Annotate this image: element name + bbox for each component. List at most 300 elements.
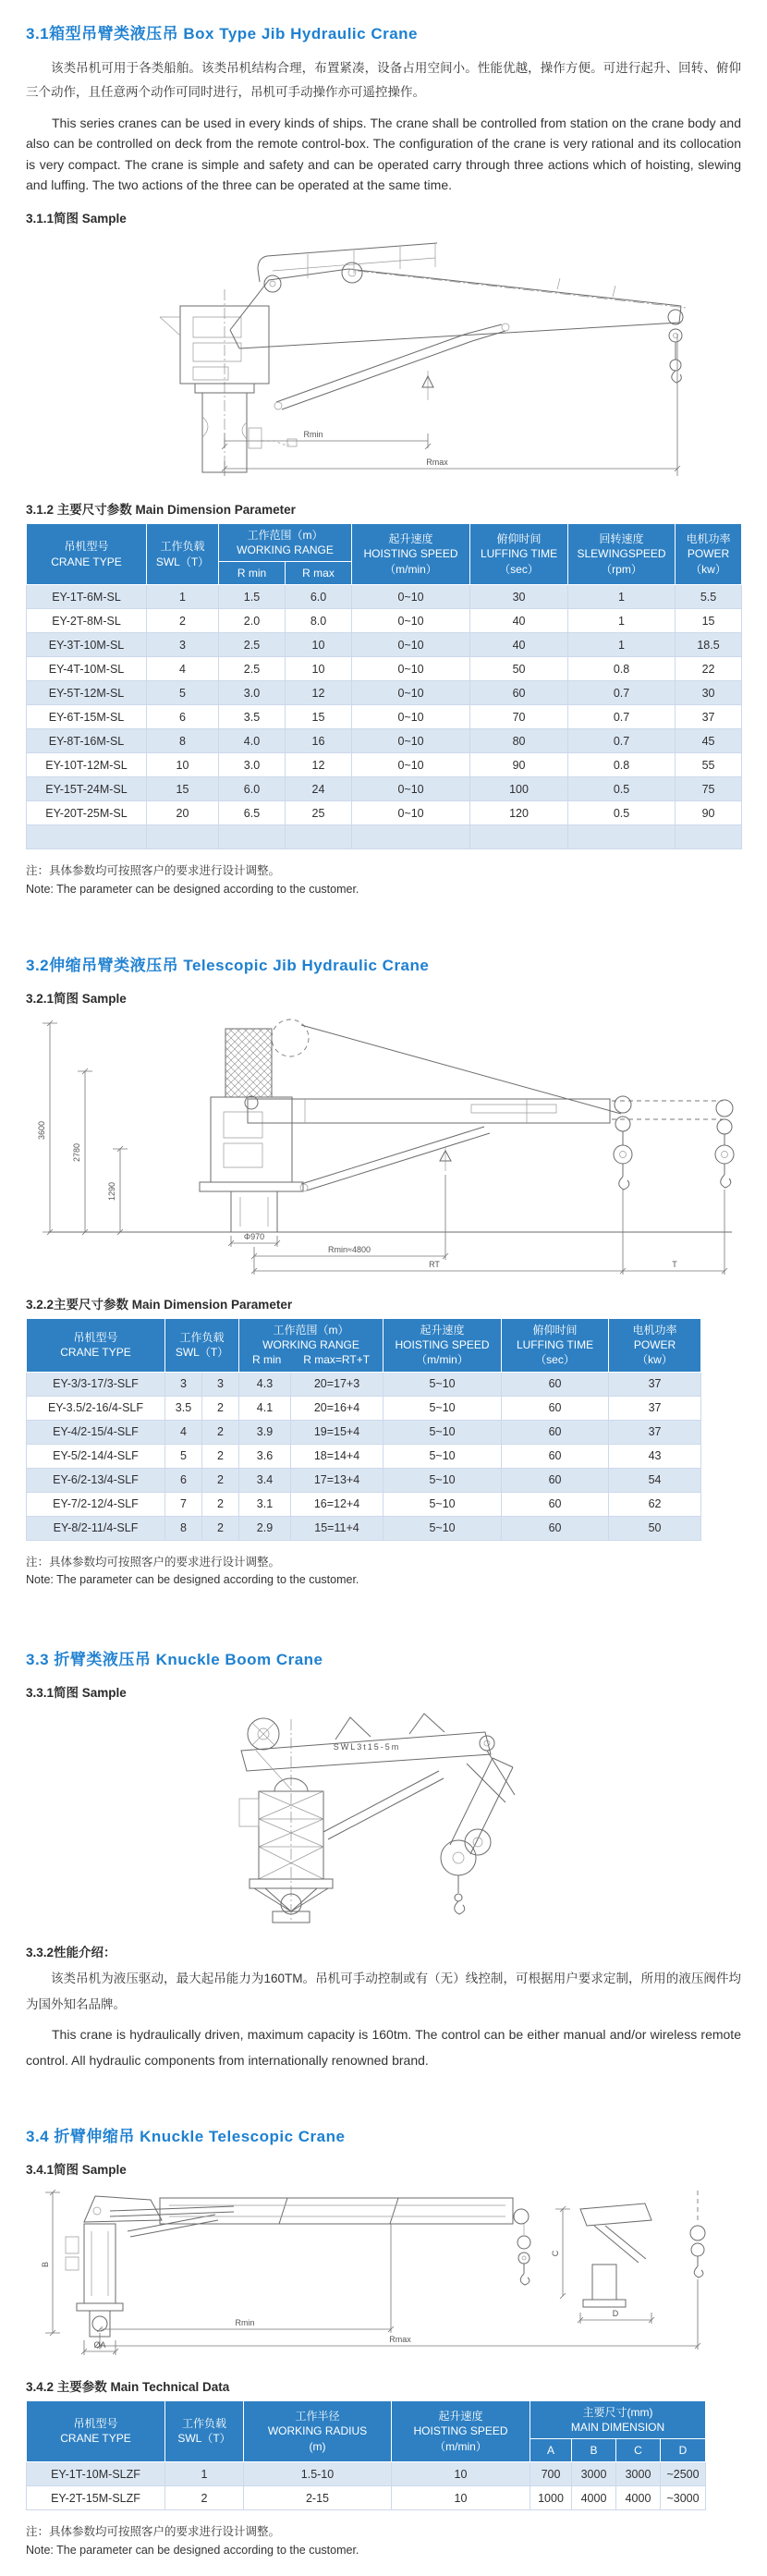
dim-da-label: ØA xyxy=(92,2339,106,2350)
col-hoist-en: HOISTING SPEED xyxy=(413,2424,508,2438)
col-hoist-unit: （m/min） xyxy=(384,562,437,576)
col-range-en: WORKING RANGE xyxy=(262,1338,359,1352)
col-crane-type-cn: 吊机型号 xyxy=(73,1331,118,1345)
col-range-en: WORKING RANGE xyxy=(237,543,334,556)
table-cell: 2.5 xyxy=(219,657,286,681)
table-cell xyxy=(676,825,742,849)
table-row xyxy=(27,2462,706,2486)
table-cell: 2 xyxy=(202,1444,239,1468)
table-cell: 45 xyxy=(676,729,742,753)
diagram-knuckle-boom-wrap xyxy=(26,1706,741,1931)
heading-3-4-2-technical-data: 3.4.2 主要参数 Main Technical Data xyxy=(26,2379,230,2394)
table-cell: 3.5 xyxy=(165,1396,202,1420)
table-cell: 30 xyxy=(676,681,742,705)
col-dim-b: B xyxy=(572,2439,616,2462)
table-cell: EY-1T-10M-SLZF xyxy=(27,2462,165,2486)
rmax-label: Rmax xyxy=(425,457,448,467)
table-cell: 5~10 xyxy=(384,1492,502,1516)
table-cell: 3 xyxy=(165,1372,202,1396)
table-cell: 0~10 xyxy=(352,753,470,777)
table-cell: 90 xyxy=(470,753,568,777)
table-cell: 2 xyxy=(202,1492,239,1516)
hook-block-main xyxy=(614,1096,632,1190)
table-cell: 1000 xyxy=(530,2486,572,2510)
table-cell: 3.5 xyxy=(219,705,286,729)
table-cell: 0~10 xyxy=(352,585,470,609)
rt-label: RT xyxy=(429,1260,440,1270)
note-3-1-cn: 注：具体参数均可按照客户的要求进行设计调整。 xyxy=(26,864,281,878)
table-cell: 0~10 xyxy=(352,705,470,729)
table-body xyxy=(27,2462,706,2510)
dim-rmax-label: Rmax xyxy=(388,2334,411,2344)
table-cell: 0~10 xyxy=(352,609,470,633)
table-cell: 19=15+4 xyxy=(291,1420,384,1444)
table-cell: 2 xyxy=(202,1516,239,1540)
table-row xyxy=(27,609,742,633)
table-cell: 43 xyxy=(609,1444,701,1468)
luffing-cylinder xyxy=(300,1127,490,1191)
table-row xyxy=(27,633,742,657)
boom-extension-dashed xyxy=(612,1101,723,1119)
table-cell: 1 xyxy=(165,2462,244,2486)
table-cell: 4.1 xyxy=(239,1396,291,1420)
col-hoist-en: HOISTING SPEED xyxy=(363,547,458,561)
col-crane-type-cn: 吊机型号 xyxy=(64,540,109,554)
col-luff-unit: （sec） xyxy=(499,562,539,576)
table-cell: 6 xyxy=(147,705,219,729)
col-luff-en: LUFFING TIME xyxy=(516,1338,594,1352)
note-3-4-en: Note: The parameter can be designed according to the customer. xyxy=(26,2543,359,2557)
note-3-4-cn: 注：具体参数均可按照客户的要求进行设计调整。 xyxy=(26,2525,281,2539)
table-body xyxy=(27,1372,701,1540)
table-cell: 5 xyxy=(165,1444,202,1468)
section-3-4 xyxy=(26,2123,741,2559)
section-3-1 xyxy=(26,20,741,898)
table-cell: EY-4/2-15/4-SLF xyxy=(27,1420,165,1444)
table-cell: 1 xyxy=(568,633,676,657)
table-cell: 1 xyxy=(568,585,676,609)
table-cell: 5~10 xyxy=(384,1516,502,1540)
hook-block xyxy=(517,2224,530,2285)
table-cell: 37 xyxy=(609,1396,701,1420)
dim-b-label: B xyxy=(40,2261,50,2267)
col-swl-cn: 工作负载 xyxy=(160,540,205,554)
col-dim-d: D xyxy=(661,2439,706,2462)
table-row xyxy=(27,825,742,849)
col-dim-cn: 主要尺寸(mm) xyxy=(582,2405,653,2419)
table-cell: 16 xyxy=(286,729,352,753)
table-cell: 0.8 xyxy=(568,657,676,681)
dim-rmin-label: Rmin xyxy=(234,2317,255,2327)
hook-far-right xyxy=(690,2191,705,2277)
heading-3-1-2-parameters: 3.1.2 主要尺寸参数 Main Dimension Parameter xyxy=(26,502,296,517)
col-main-dimension xyxy=(530,2400,706,2438)
section-3-1-paragraph-en: This series cranes can be used in every kinds of ships. The crane shall be controlled from station on the crane body and also can be controlled on deck from the remote control-box. The configuration of the crane is very rational and its collocation is very compact. The crane is simple and safety and can be operated carry through three actions which of hoisting, slewing and luffing. The two actions of the three can be operated at the same time. xyxy=(26,116,741,192)
pedestal xyxy=(66,2224,123,2337)
table-header xyxy=(27,523,742,585)
note-3-2-cn: 注：具体参数均可按照客户的要求进行设计调整。 xyxy=(26,1555,281,1569)
table-cell: 15 xyxy=(286,705,352,729)
table-row xyxy=(27,1420,701,1444)
table-cell: 0~10 xyxy=(352,657,470,681)
table-cell: 6 xyxy=(165,1468,202,1492)
table-cell: 0~10 xyxy=(352,681,470,705)
dimension-height-3600 xyxy=(37,1020,57,1235)
table-cell: 8.0 xyxy=(286,609,352,633)
col-working-radius xyxy=(244,2400,392,2462)
table-cell: 60 xyxy=(502,1492,609,1516)
table-cell: 15=11+4 xyxy=(291,1516,384,1540)
table-cell: 6.0 xyxy=(219,777,286,801)
table-cell: 2 xyxy=(202,1420,239,1444)
table-cell: 2 xyxy=(165,2486,244,2510)
heading-3-1-1-sample: 3.1.1简图 Sample xyxy=(26,211,127,226)
col-crane-type xyxy=(27,1319,165,1373)
col-slew-unit: （rpm） xyxy=(601,562,642,576)
col-dim-a: A xyxy=(530,2439,572,2462)
col-crane-type-en: CRANE TYPE xyxy=(60,2432,131,2446)
col-power-cn: 电机功率 xyxy=(686,532,731,546)
col-crane-type-en: CRANE TYPE xyxy=(51,555,122,568)
note-3-1 xyxy=(26,862,741,898)
table-cell: 60 xyxy=(470,681,568,705)
note-3-2-en: Note: The parameter can be designed according to the customer. xyxy=(26,1572,359,1586)
col-crane-type-cn: 吊机型号 xyxy=(73,2417,118,2431)
table-cell: 75 xyxy=(676,777,742,801)
table-cell: 7 xyxy=(165,1492,202,1516)
table-cell: EY-8/2-11/4-SLF xyxy=(27,1516,165,1540)
swl-marking: SWL3t15-5m xyxy=(333,1742,401,1752)
boom xyxy=(230,262,687,348)
table-cell: 5 xyxy=(147,681,219,705)
table-cell: 70 xyxy=(470,705,568,729)
table-cell: 20 xyxy=(147,801,219,825)
table-cell: EY-3T-10M-SL xyxy=(27,633,147,657)
table-row xyxy=(27,753,742,777)
table-cell: 80 xyxy=(470,729,568,753)
table-cell: 3.4 xyxy=(239,1468,291,1492)
col-hoist-unit: （m/min） xyxy=(416,1353,469,1367)
note-3-1-en: Note: The parameter can be designed according to the customer. xyxy=(26,882,359,896)
table-cell: 40 xyxy=(470,609,568,633)
table-row xyxy=(27,705,742,729)
col-range-cn: 工作范围（m） xyxy=(273,1324,349,1337)
table-cell: EY-4T-10M-SL xyxy=(27,657,147,681)
diagram-knuckle-telescopic-wrap xyxy=(26,2183,741,2365)
table-cell: 37 xyxy=(676,705,742,729)
section-3-1-title: 3.1箱型吊臂类液压吊 Box Type Jib Hydraulic Crane xyxy=(26,25,418,43)
col-rmax: R max=RT+T xyxy=(303,1353,371,1367)
table-cell: 4 xyxy=(147,657,219,681)
table-cell: 15 xyxy=(147,777,219,801)
table-cell: 18=14+4 xyxy=(291,1444,384,1468)
table-cell: 22 xyxy=(676,657,742,681)
table-cell: EY-3/3-17/3-SLF xyxy=(27,1372,165,1396)
table-body xyxy=(27,585,742,849)
table-row xyxy=(27,2486,706,2510)
section-3-2-title: 3.2伸缩吊臂类液压吊 Telescopic Jib Hydraulic Crane xyxy=(26,957,430,975)
table-row xyxy=(27,1516,701,1540)
col-slew-cn: 回转速度 xyxy=(599,532,644,546)
col-rmin: R min xyxy=(251,1353,282,1367)
stay-rope xyxy=(301,1025,621,1114)
table-cell: 25 xyxy=(286,801,352,825)
col-working-range xyxy=(219,523,352,561)
table-cell: ~3000 xyxy=(661,2486,706,2510)
table-cell xyxy=(352,825,470,849)
table-row xyxy=(27,585,742,609)
table-cell: 3.0 xyxy=(219,681,286,705)
table-cell xyxy=(27,825,147,849)
col-radius-en: WORKING RADIUS xyxy=(267,2424,368,2438)
table-cell: 2.5 xyxy=(219,633,286,657)
col-radius-unit: (m) xyxy=(309,2439,326,2453)
table-cell: EY-1T-6M-SL xyxy=(27,585,147,609)
col-hoist-cn: 起升速度 xyxy=(438,2410,483,2423)
table-cell: ~2500 xyxy=(661,2462,706,2486)
col-swl xyxy=(165,2400,244,2462)
table-cell: 60 xyxy=(502,1444,609,1468)
crane-house xyxy=(200,1096,303,1232)
table-row xyxy=(27,1396,701,1420)
dimension-height-1290 xyxy=(107,1146,128,1235)
table-cell: 1 xyxy=(568,609,676,633)
section-3-2 xyxy=(26,952,741,1589)
table-cell: 60 xyxy=(502,1396,609,1420)
table-cell: 6.0 xyxy=(286,585,352,609)
table-cell: 16=12+4 xyxy=(291,1492,384,1516)
table-cell: 10 xyxy=(392,2486,530,2510)
table-cell: 3.9 xyxy=(239,1420,291,1444)
col-hoist-cn: 起升速度 xyxy=(388,532,433,546)
table-cell: 5~10 xyxy=(384,1396,502,1420)
table-cell: 2.0 xyxy=(219,609,286,633)
section-3-1-paragraph-cn: 该类吊机可用于各类船舶。该类吊机结构合理，布置紧凑，设备占用空间小。性能优越，操作方便。可进行起升、回转、俯仰三个动作，且任意两个动作可同时进行，吊机可手动操作亦可遥控操作。 xyxy=(26,61,741,99)
table-cell: 5~10 xyxy=(384,1444,502,1468)
col-luffing-time xyxy=(502,1319,609,1373)
dim-d-label: D xyxy=(612,2308,618,2318)
t-label: T xyxy=(672,1260,677,1270)
table-row xyxy=(27,681,742,705)
table-cell: 30 xyxy=(470,585,568,609)
col-rmin: R min xyxy=(219,562,286,585)
col-slewing-speed xyxy=(568,523,676,585)
table-cell: 2 xyxy=(202,1468,239,1492)
table-cell: 17=13+4 xyxy=(291,1468,384,1492)
col-crane-type xyxy=(27,523,147,585)
table-cell: 24 xyxy=(286,777,352,801)
telescopic-crane-diagram xyxy=(28,1012,739,1278)
table-row xyxy=(27,777,742,801)
table-header xyxy=(27,2400,706,2462)
table-row xyxy=(27,801,742,825)
col-crane-type-en: CRANE TYPE xyxy=(60,1346,131,1360)
dimension-rmax xyxy=(97,2279,700,2350)
col-dim-en: MAIN DIMENSION xyxy=(570,2420,665,2434)
table-cell: EY-6T-15M-SL xyxy=(27,705,147,729)
table-row xyxy=(27,729,742,753)
table-cell: 10 xyxy=(392,2462,530,2486)
table-cell xyxy=(219,825,286,849)
telescopic-boom xyxy=(160,2198,529,2224)
table-row xyxy=(27,1372,701,1396)
hook-block xyxy=(668,310,683,383)
main-boom xyxy=(241,1714,494,1771)
table-cell: 10 xyxy=(286,633,352,657)
table-cell: 10 xyxy=(286,657,352,681)
table-cell xyxy=(470,825,568,849)
pedestal xyxy=(195,384,297,472)
col-dim-c: C xyxy=(616,2439,661,2462)
table-cell: 5~10 xyxy=(384,1468,502,1492)
table-row xyxy=(27,657,742,681)
table-cell: 4000 xyxy=(616,2486,661,2510)
luffing-cylinder xyxy=(323,1771,444,1839)
performance-paragraph-en: This crane is hydraulically driven, maximum capacity is 160tm. The control can be either manual and/or wireless remote control. All hydraulic components from internationally renowned brand. xyxy=(26,2026,741,2068)
table-cell: 37 xyxy=(609,1372,701,1396)
table-cell: 3000 xyxy=(572,2462,616,2486)
table-cell: 4.0 xyxy=(219,729,286,753)
table-cell: 50 xyxy=(470,657,568,681)
table-cell: 4.3 xyxy=(239,1372,291,1396)
table-cell: 20=16+4 xyxy=(291,1396,384,1420)
table-cell: 6.5 xyxy=(219,801,286,825)
col-power-en: POWER xyxy=(633,1338,676,1352)
table-cell: 3.1 xyxy=(239,1492,291,1516)
table-cell: 60 xyxy=(502,1420,609,1444)
table-cell: 40 xyxy=(470,633,568,657)
table-cell: 3 xyxy=(147,633,219,657)
luffing-cylinder xyxy=(274,324,509,409)
table-cell: 12 xyxy=(286,681,352,705)
table-cell: 0~10 xyxy=(352,801,470,825)
table-cell: 2-15 xyxy=(244,2486,392,2510)
table-cell: 12 xyxy=(286,753,352,777)
table-cell: EY-8T-16M-SL xyxy=(27,729,147,753)
col-hoisting-speed xyxy=(392,2400,530,2462)
col-hoist-cn: 起升速度 xyxy=(420,1324,465,1337)
table-cell: EY-15T-24M-SL xyxy=(27,777,147,801)
dia-label: Φ970 xyxy=(243,1232,265,1242)
knuckle-telescopic-crane-diagram xyxy=(40,2183,728,2361)
table-cell: 1 xyxy=(147,585,219,609)
table-cell: EY-2T-15M-SLZF xyxy=(27,2486,165,2510)
knuckle-boom-crane-diagram xyxy=(152,1706,615,1926)
table-cell: 20=17+3 xyxy=(291,1372,384,1396)
table-cell: 0.7 xyxy=(568,705,676,729)
table-cell: EY-5/2-14/4-SLF xyxy=(27,1444,165,1468)
col-power-unit: （kw） xyxy=(637,1353,673,1367)
section-3-4-title: 3.4 折臂伸缩吊 Knuckle Telescopic Crane xyxy=(26,2127,346,2145)
table-cell: EY-5T-12M-SL xyxy=(27,681,147,705)
col-power xyxy=(609,1319,701,1373)
table-cell: 4000 xyxy=(572,2486,616,2510)
heading-3-4-1-sample: 3.4.1简图 Sample xyxy=(26,2162,127,2177)
col-swl-en: SWL（T） xyxy=(177,2432,231,2446)
dim-1290-label: 1290 xyxy=(107,1182,116,1202)
hook xyxy=(455,1901,465,1914)
diagram-telescopic-crane-wrap xyxy=(26,1012,741,1283)
table-cell: 2.9 xyxy=(239,1516,291,1540)
table-cell: 0.7 xyxy=(568,729,676,753)
knuckle-arm xyxy=(441,1751,515,1914)
table-cell: 4 xyxy=(165,1420,202,1444)
dimension-rmin xyxy=(97,2224,394,2337)
table-cell xyxy=(286,825,352,849)
table-cell: 18.5 xyxy=(676,633,742,657)
heading-3-2-2-parameters: 3.2.2主要尺寸参数 Main Dimension Parameter xyxy=(26,1298,293,1312)
boom-centerline xyxy=(358,271,687,308)
rmin-label: Rmin xyxy=(302,429,323,439)
telescopic-boom xyxy=(248,1099,723,1123)
folded-view xyxy=(551,2204,654,2324)
table-cell: 62 xyxy=(609,1492,701,1516)
note-3-4 xyxy=(26,2523,741,2559)
note-3-2 xyxy=(26,1554,741,1590)
crane-house xyxy=(160,306,269,384)
table-cell: 5~10 xyxy=(384,1372,502,1396)
hoist-mark xyxy=(422,371,433,400)
table-cell: 100 xyxy=(470,777,568,801)
table-row xyxy=(27,1468,701,1492)
table-cell: 37 xyxy=(609,1420,701,1444)
table-row xyxy=(27,1444,701,1468)
table-cell: 50 xyxy=(609,1516,701,1540)
dimension-rmin xyxy=(222,430,431,449)
table-cell: 3.0 xyxy=(219,753,286,777)
col-power-unit: （kw） xyxy=(690,562,726,576)
col-crane-type xyxy=(27,2400,165,2462)
table-cell: 120 xyxy=(470,801,568,825)
table-cell: 5~10 xyxy=(384,1420,502,1444)
table-cell: 90 xyxy=(676,801,742,825)
dimension-pedestal-diameter xyxy=(228,1232,280,1247)
table-cell: 0.5 xyxy=(568,777,676,801)
heading-3-3-2-performance: 3.3.2性能介绍： xyxy=(26,1946,116,1960)
col-swl-en: SWL（T） xyxy=(175,1346,229,1360)
table-cell: 60 xyxy=(502,1372,609,1396)
col-swl xyxy=(165,1319,239,1373)
col-swl-cn: 工作负载 xyxy=(181,2417,226,2431)
section-3-3-title: 3.3 折臂类液压吊 Knuckle Boom Crane xyxy=(26,1651,323,1669)
table-cell: 0.5 xyxy=(568,801,676,825)
dim-2780-label: 2780 xyxy=(72,1143,81,1163)
table-cell: 0~10 xyxy=(352,633,470,657)
main-dimension-table-3-1-2 xyxy=(26,523,742,850)
table-cell: 1.5-10 xyxy=(244,2462,392,2486)
main-technical-data-table-3-4-2 xyxy=(26,2400,706,2511)
table-cell: 0.7 xyxy=(568,681,676,705)
col-power-cn: 电机功率 xyxy=(632,1324,677,1337)
col-working-range xyxy=(239,1319,384,1373)
table-cell: 0.8 xyxy=(568,753,676,777)
performance-paragraph-cn: 该类吊机为液压驱动，最大起吊能力为160TM。吊机可手动控制或有（无）线控制，可根据用户要求定制，所用的液压阀件均为国外知名品牌。 xyxy=(26,1972,741,2012)
table-cell: 700 xyxy=(530,2462,572,2486)
table-cell: EY-10T-12M-SL xyxy=(27,753,147,777)
col-swl-cn: 工作负载 xyxy=(179,1331,225,1345)
table-cell: 3000 xyxy=(616,2462,661,2486)
table-cell: 55 xyxy=(676,753,742,777)
diagram-box-jib-crane-wrap xyxy=(26,232,741,488)
col-range-cn: 工作范围（m） xyxy=(247,528,323,542)
dimension-b xyxy=(41,2190,60,2336)
table-cell xyxy=(147,825,219,849)
dimension-rmin xyxy=(251,1175,448,1260)
col-swl xyxy=(147,523,219,585)
table-header xyxy=(27,1319,701,1373)
dim-3600-label: 3600 xyxy=(37,1121,46,1141)
table-cell: 2 xyxy=(202,1396,239,1420)
